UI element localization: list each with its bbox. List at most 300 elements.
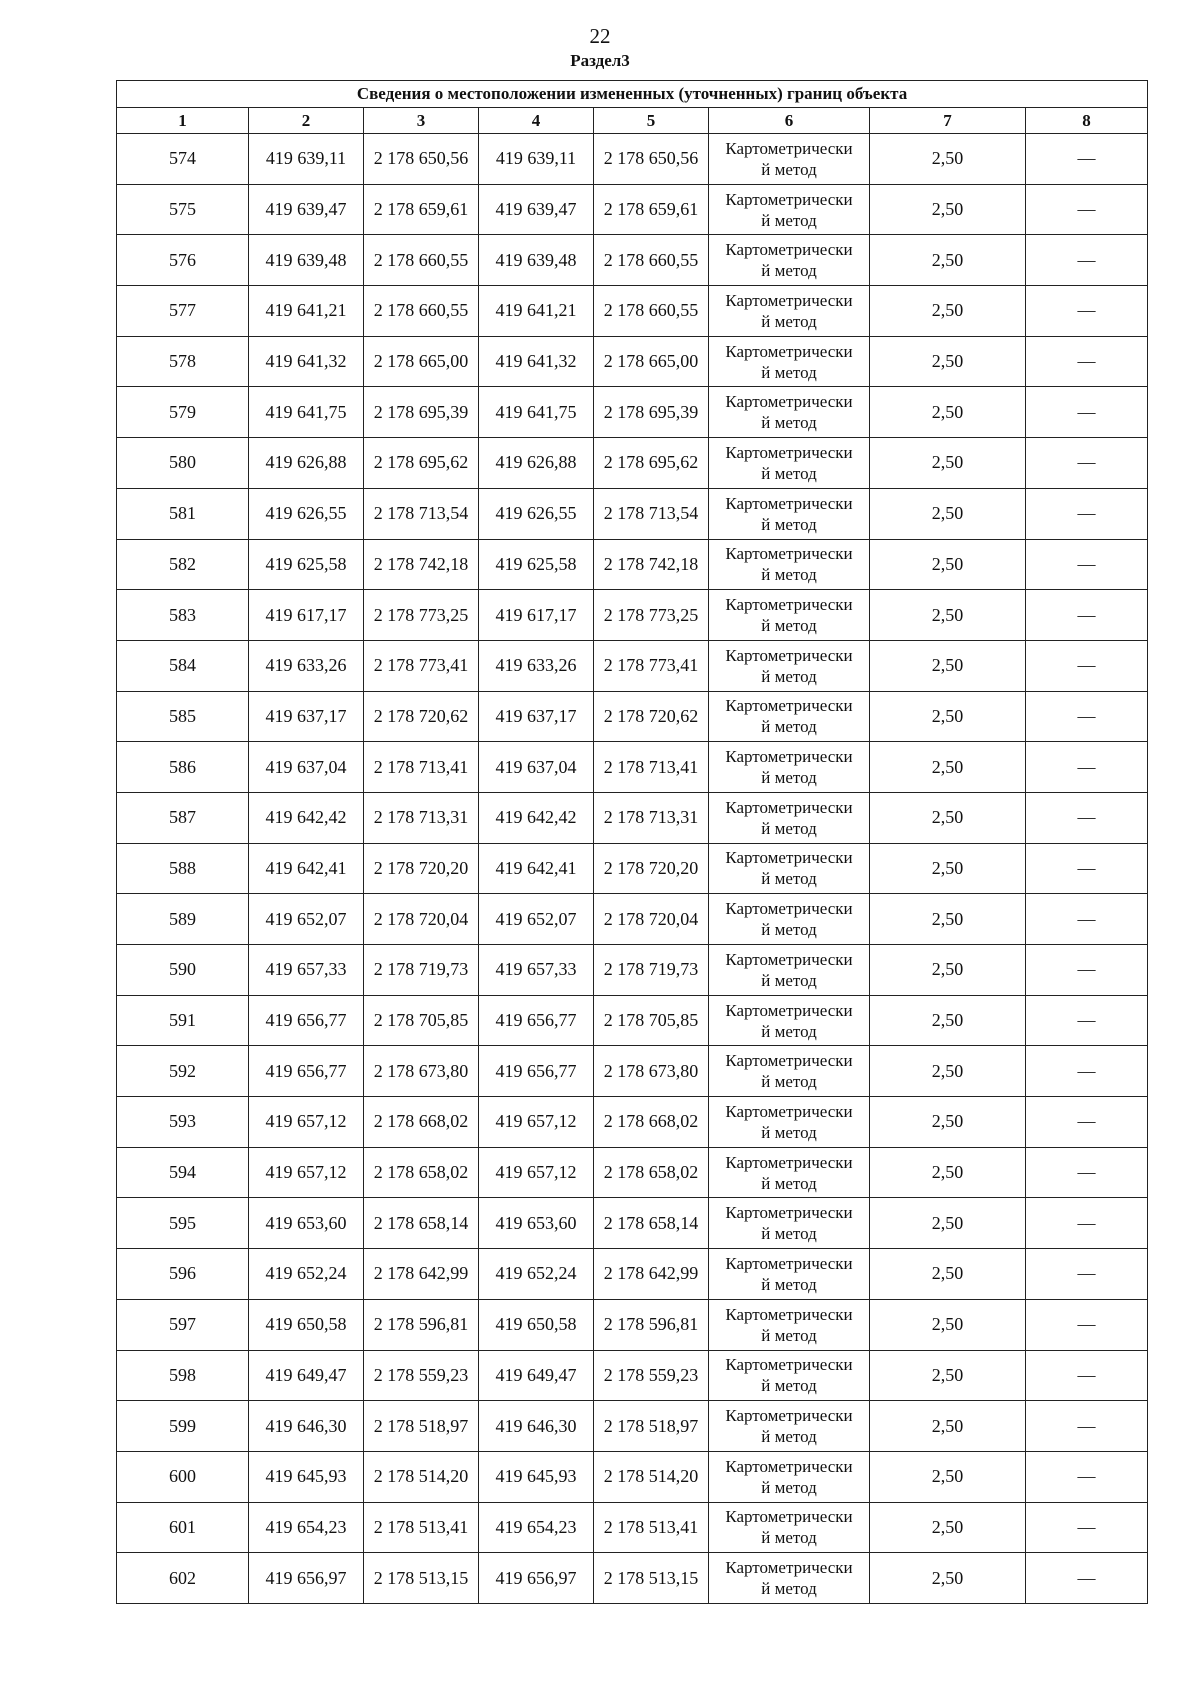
x-coordinate-cell: 419 637,04	[249, 742, 364, 793]
x-coordinate-refined-cell: 419 656,77	[479, 995, 594, 1046]
x-coordinate-cell: 419 641,32	[249, 336, 364, 387]
note-cell: —	[1026, 488, 1148, 539]
y-coordinate-refined-cell: 2 178 773,25	[594, 590, 709, 641]
x-coordinate-refined-cell: 419 657,33	[479, 945, 594, 996]
method-text-line: Картометрически	[725, 1355, 853, 1375]
method-text-line: Картометрически	[725, 595, 853, 615]
y-coordinate-cell: 2 178 658,02	[364, 1147, 479, 1198]
accuracy-cell: 2,50	[870, 590, 1026, 641]
x-coordinate-cell: 419 654,23	[249, 1502, 364, 1553]
y-coordinate-cell: 2 178 713,41	[364, 742, 479, 793]
x-coordinate-cell: 419 641,75	[249, 387, 364, 438]
point-number-cell: 598	[117, 1350, 249, 1401]
method-text-line: Картометрически	[725, 645, 853, 665]
note-cell: —	[1026, 1097, 1148, 1148]
method-text-line: й метод	[761, 768, 817, 788]
column-number: 2	[249, 108, 364, 134]
x-coordinate-cell: 419 657,33	[249, 945, 364, 996]
table-row	[117, 1097, 1148, 1148]
x-coordinate-cell: 419 645,93	[249, 1451, 364, 1502]
table-caption: Сведения о местоположении измененных (уточненных) границ объекта	[117, 81, 1148, 108]
y-coordinate-cell: 2 178 773,25	[364, 590, 479, 641]
y-coordinate-refined-cell: 2 178 513,15	[594, 1553, 709, 1604]
y-coordinate-refined-cell: 2 178 518,97	[594, 1401, 709, 1452]
section-title: Раздел3	[570, 51, 630, 70]
x-coordinate-refined-cell: 419 657,12	[479, 1097, 594, 1148]
method-text-line: Картометрически	[725, 493, 853, 513]
x-coordinate-cell: 419 649,47	[249, 1350, 364, 1401]
column-number: 1	[117, 108, 249, 134]
y-coordinate-refined-cell: 2 178 713,31	[594, 792, 709, 843]
determination-method-cell	[709, 894, 870, 945]
y-coordinate-cell: 2 178 513,41	[364, 1502, 479, 1553]
table-row	[117, 134, 1148, 185]
x-coordinate-refined-cell: 419 637,04	[479, 742, 594, 793]
y-coordinate-cell: 2 178 518,97	[364, 1401, 479, 1452]
x-coordinate-cell: 419 657,12	[249, 1147, 364, 1198]
x-coordinate-cell: 419 633,26	[249, 640, 364, 691]
y-coordinate-cell: 2 178 720,04	[364, 894, 479, 945]
accuracy-cell: 2,50	[870, 539, 1026, 590]
y-coordinate-refined-cell: 2 178 773,41	[594, 640, 709, 691]
y-coordinate-cell: 2 178 695,39	[364, 387, 479, 438]
determination-method-cell	[709, 1299, 870, 1350]
method-text-line: Картометрически	[725, 696, 853, 716]
x-coordinate-refined-cell: 419 650,58	[479, 1299, 594, 1350]
y-coordinate-cell: 2 178 720,62	[364, 691, 479, 742]
method-text-line: й метод	[761, 1021, 817, 1041]
method-text-line: й метод	[761, 1173, 817, 1193]
point-number-cell: 594	[117, 1147, 249, 1198]
accuracy-cell: 2,50	[870, 792, 1026, 843]
table-row	[117, 640, 1148, 691]
note-cell: —	[1026, 691, 1148, 742]
determination-method-cell	[709, 742, 870, 793]
table-row	[117, 1502, 1148, 1553]
determination-method-cell	[709, 691, 870, 742]
method-text-line: й метод	[761, 159, 817, 179]
method-text-line: й метод	[761, 1427, 817, 1447]
table-row	[117, 286, 1148, 337]
accuracy-cell: 2,50	[870, 843, 1026, 894]
method-text-line: Картометрически	[725, 1101, 853, 1121]
y-coordinate-cell: 2 178 660,55	[364, 235, 479, 286]
method-text-line: й метод	[761, 970, 817, 990]
method-text-line: й метод	[761, 1072, 817, 1092]
method-text-line: й метод	[761, 210, 817, 230]
method-text-line: Картометрически	[725, 899, 853, 919]
method-text-line: Картометрически	[725, 747, 853, 767]
method-text-line: й метод	[761, 818, 817, 838]
x-coordinate-refined-cell: 419 656,77	[479, 1046, 594, 1097]
method-text-line: й метод	[761, 261, 817, 281]
point-number-cell: 599	[117, 1401, 249, 1452]
note-cell: —	[1026, 1147, 1148, 1198]
method-text-line: Картометрически	[725, 341, 853, 361]
point-number-cell: 578	[117, 336, 249, 387]
column-number: 7	[870, 108, 1026, 134]
x-coordinate-cell: 419 626,55	[249, 488, 364, 539]
y-coordinate-cell: 2 178 705,85	[364, 995, 479, 1046]
method-text-line: й метод	[761, 311, 817, 331]
determination-method-cell	[709, 843, 870, 894]
method-text-line: й метод	[761, 463, 817, 483]
x-coordinate-cell: 419 657,12	[249, 1097, 364, 1148]
method-text-line: Картометрически	[725, 1406, 853, 1426]
table-row	[117, 336, 1148, 387]
table-row	[117, 387, 1148, 438]
x-coordinate-refined-cell: 419 633,26	[479, 640, 594, 691]
method-text-line: Картометрически	[725, 138, 853, 158]
x-coordinate-refined-cell: 419 642,42	[479, 792, 594, 843]
x-coordinate-refined-cell: 419 646,30	[479, 1401, 594, 1452]
x-coordinate-cell: 419 625,58	[249, 539, 364, 590]
accuracy-cell: 2,50	[870, 134, 1026, 185]
x-coordinate-refined-cell: 419 641,21	[479, 286, 594, 337]
x-coordinate-refined-cell: 419 649,47	[479, 1350, 594, 1401]
accuracy-cell: 2,50	[870, 1198, 1026, 1249]
note-cell: —	[1026, 945, 1148, 996]
table-row	[117, 438, 1148, 489]
determination-method-cell	[709, 995, 870, 1046]
y-coordinate-cell: 2 178 773,41	[364, 640, 479, 691]
x-coordinate-cell: 419 641,21	[249, 286, 364, 337]
table-row	[117, 590, 1148, 641]
y-coordinate-refined-cell: 2 178 713,54	[594, 488, 709, 539]
x-coordinate-refined-cell: 419 626,55	[479, 488, 594, 539]
x-coordinate-cell: 419 639,11	[249, 134, 364, 185]
y-coordinate-cell: 2 178 559,23	[364, 1350, 479, 1401]
note-cell: —	[1026, 286, 1148, 337]
x-coordinate-refined-cell: 419 641,32	[479, 336, 594, 387]
accuracy-cell: 2,50	[870, 286, 1026, 337]
determination-method-cell	[709, 1147, 870, 1198]
accuracy-cell: 2,50	[870, 387, 1026, 438]
table-row	[117, 1198, 1148, 1249]
method-text-line: й метод	[761, 1376, 817, 1396]
x-coordinate-cell: 419 650,58	[249, 1299, 364, 1350]
method-text-line: Картометрически	[725, 1558, 853, 1578]
point-number-cell: 596	[117, 1249, 249, 1300]
method-text-line: й метод	[761, 362, 817, 382]
point-number-cell: 600	[117, 1451, 249, 1502]
method-text-line: Картометрически	[725, 1304, 853, 1324]
column-number-row	[117, 108, 1148, 134]
note-cell: —	[1026, 1502, 1148, 1553]
note-cell: —	[1026, 1553, 1148, 1604]
y-coordinate-refined-cell: 2 178 720,04	[594, 894, 709, 945]
note-cell: —	[1026, 1046, 1148, 1097]
accuracy-cell: 2,50	[870, 640, 1026, 691]
method-text-line: Картометрически	[725, 1203, 853, 1223]
y-coordinate-refined-cell: 2 178 559,23	[594, 1350, 709, 1401]
table-row	[117, 1249, 1148, 1300]
method-text-line: й метод	[761, 1477, 817, 1497]
x-coordinate-cell: 419 652,07	[249, 894, 364, 945]
point-number-cell: 575	[117, 184, 249, 235]
determination-method-cell	[709, 590, 870, 641]
point-number-cell: 590	[117, 945, 249, 996]
table-row	[117, 539, 1148, 590]
accuracy-cell: 2,50	[870, 488, 1026, 539]
x-coordinate-refined-cell: 419 639,47	[479, 184, 594, 235]
x-coordinate-refined-cell: 419 645,93	[479, 1451, 594, 1502]
method-text-line: Картометрически	[725, 544, 853, 564]
y-coordinate-refined-cell: 2 178 642,99	[594, 1249, 709, 1300]
accuracy-cell: 2,50	[870, 438, 1026, 489]
table-row	[117, 691, 1148, 742]
boundary-coordinates-table	[116, 80, 1148, 1604]
y-coordinate-refined-cell: 2 178 658,02	[594, 1147, 709, 1198]
x-coordinate-cell: 419 637,17	[249, 691, 364, 742]
method-text-line: Картометрически	[725, 290, 853, 310]
method-text-line: Картометрически	[725, 442, 853, 462]
accuracy-cell: 2,50	[870, 691, 1026, 742]
table-row	[117, 995, 1148, 1046]
method-text-line: й метод	[761, 565, 817, 585]
point-number-cell: 597	[117, 1299, 249, 1350]
point-number-cell: 589	[117, 894, 249, 945]
column-number: 4	[479, 108, 594, 134]
y-coordinate-refined-cell: 2 178 659,61	[594, 184, 709, 235]
note-cell: —	[1026, 539, 1148, 590]
point-number-cell: 585	[117, 691, 249, 742]
point-number-cell: 577	[117, 286, 249, 337]
determination-method-cell	[709, 1097, 870, 1148]
x-coordinate-refined-cell: 419 637,17	[479, 691, 594, 742]
point-number-cell: 592	[117, 1046, 249, 1097]
y-coordinate-cell: 2 178 713,31	[364, 792, 479, 843]
x-coordinate-cell: 419 626,88	[249, 438, 364, 489]
accuracy-cell: 2,50	[870, 1350, 1026, 1401]
method-text-line: Картометрически	[725, 1051, 853, 1071]
column-number: 3	[364, 108, 479, 134]
x-coordinate-cell: 419 639,48	[249, 235, 364, 286]
y-coordinate-refined-cell: 2 178 514,20	[594, 1451, 709, 1502]
method-text-line: й метод	[761, 413, 817, 433]
table-row	[117, 742, 1148, 793]
method-text-line: Картометрически	[725, 189, 853, 209]
x-coordinate-cell: 419 639,47	[249, 184, 364, 235]
table-row	[117, 1401, 1148, 1452]
determination-method-cell	[709, 1451, 870, 1502]
y-coordinate-cell: 2 178 642,99	[364, 1249, 479, 1300]
point-number-cell: 584	[117, 640, 249, 691]
method-text-line: Картометрически	[725, 848, 853, 868]
table-body	[117, 134, 1148, 1604]
point-number-cell: 586	[117, 742, 249, 793]
method-text-line: Картометрически	[725, 949, 853, 969]
x-coordinate-refined-cell: 419 639,48	[479, 235, 594, 286]
point-number-cell: 580	[117, 438, 249, 489]
note-cell: —	[1026, 995, 1148, 1046]
x-coordinate-refined-cell: 419 642,41	[479, 843, 594, 894]
x-coordinate-refined-cell: 419 654,23	[479, 1502, 594, 1553]
method-text-line: Картометрически	[725, 1152, 853, 1172]
y-coordinate-refined-cell: 2 178 695,39	[594, 387, 709, 438]
table-row	[117, 235, 1148, 286]
method-text-line: й метод	[761, 1579, 817, 1599]
table-row	[117, 488, 1148, 539]
accuracy-cell: 2,50	[870, 1553, 1026, 1604]
method-text-line: й метод	[761, 514, 817, 534]
note-cell: —	[1026, 843, 1148, 894]
note-cell: —	[1026, 1451, 1148, 1502]
x-coordinate-cell: 419 646,30	[249, 1401, 364, 1452]
table-row	[117, 894, 1148, 945]
accuracy-cell: 2,50	[870, 235, 1026, 286]
y-coordinate-cell: 2 178 720,20	[364, 843, 479, 894]
accuracy-cell: 2,50	[870, 336, 1026, 387]
note-cell: —	[1026, 1401, 1148, 1452]
method-text-line: й метод	[761, 616, 817, 636]
point-number-cell: 602	[117, 1553, 249, 1604]
method-text-line: й метод	[761, 666, 817, 686]
y-coordinate-cell: 2 178 719,73	[364, 945, 479, 996]
determination-method-cell	[709, 945, 870, 996]
method-text-line: Картометрически	[725, 1000, 853, 1020]
note-cell: —	[1026, 134, 1148, 185]
y-coordinate-refined-cell: 2 178 695,62	[594, 438, 709, 489]
determination-method-cell	[709, 134, 870, 185]
x-coordinate-refined-cell: 419 641,75	[479, 387, 594, 438]
y-coordinate-cell: 2 178 695,62	[364, 438, 479, 489]
determination-method-cell	[709, 1198, 870, 1249]
determination-method-cell	[709, 1249, 870, 1300]
y-coordinate-refined-cell: 2 178 660,55	[594, 286, 709, 337]
y-coordinate-cell: 2 178 665,00	[364, 336, 479, 387]
x-coordinate-cell: 419 656,77	[249, 1046, 364, 1097]
determination-method-cell	[709, 539, 870, 590]
accuracy-cell: 2,50	[870, 1451, 1026, 1502]
y-coordinate-cell: 2 178 668,02	[364, 1097, 479, 1148]
method-text-line: й метод	[761, 1122, 817, 1142]
accuracy-cell: 2,50	[870, 184, 1026, 235]
note-cell: —	[1026, 640, 1148, 691]
table-row	[117, 945, 1148, 996]
note-cell: —	[1026, 1249, 1148, 1300]
x-coordinate-cell: 419 656,97	[249, 1553, 364, 1604]
method-text-line: й метод	[761, 1224, 817, 1244]
point-number-cell: 579	[117, 387, 249, 438]
determination-method-cell	[709, 488, 870, 539]
method-text-line: Картометрически	[725, 1456, 853, 1476]
x-coordinate-refined-cell: 419 657,12	[479, 1147, 594, 1198]
method-text-line: й метод	[761, 1274, 817, 1294]
determination-method-cell	[709, 640, 870, 691]
method-text-line: Картометрически	[725, 392, 853, 412]
x-coordinate-refined-cell: 419 625,58	[479, 539, 594, 590]
y-coordinate-cell: 2 178 660,55	[364, 286, 479, 337]
y-coordinate-refined-cell: 2 178 719,73	[594, 945, 709, 996]
determination-method-cell	[709, 1502, 870, 1553]
point-number-cell: 582	[117, 539, 249, 590]
y-coordinate-cell: 2 178 742,18	[364, 539, 479, 590]
accuracy-cell: 2,50	[870, 1147, 1026, 1198]
y-coordinate-refined-cell: 2 178 705,85	[594, 995, 709, 1046]
determination-method-cell	[709, 235, 870, 286]
y-coordinate-refined-cell: 2 178 742,18	[594, 539, 709, 590]
method-text-line: й метод	[761, 869, 817, 889]
point-number-cell: 595	[117, 1198, 249, 1249]
x-coordinate-cell: 419 652,24	[249, 1249, 364, 1300]
point-number-cell: 587	[117, 792, 249, 843]
note-cell: —	[1026, 336, 1148, 387]
y-coordinate-refined-cell: 2 178 668,02	[594, 1097, 709, 1148]
x-coordinate-cell: 419 653,60	[249, 1198, 364, 1249]
accuracy-cell: 2,50	[870, 945, 1026, 996]
point-number-cell: 593	[117, 1097, 249, 1148]
table-row	[117, 843, 1148, 894]
y-coordinate-refined-cell: 2 178 673,80	[594, 1046, 709, 1097]
column-number: 8	[1026, 108, 1148, 134]
accuracy-cell: 2,50	[870, 1249, 1026, 1300]
note-cell: —	[1026, 1299, 1148, 1350]
table-caption-row	[117, 81, 1148, 108]
y-coordinate-refined-cell: 2 178 720,62	[594, 691, 709, 742]
table-row	[117, 792, 1148, 843]
y-coordinate-refined-cell: 2 178 713,41	[594, 742, 709, 793]
determination-method-cell	[709, 1046, 870, 1097]
accuracy-cell: 2,50	[870, 1401, 1026, 1452]
y-coordinate-refined-cell: 2 178 658,14	[594, 1198, 709, 1249]
y-coordinate-cell: 2 178 596,81	[364, 1299, 479, 1350]
y-coordinate-refined-cell: 2 178 596,81	[594, 1299, 709, 1350]
x-coordinate-cell: 419 617,17	[249, 590, 364, 641]
method-text-line: Картометрически	[725, 1253, 853, 1273]
determination-method-cell	[709, 1350, 870, 1401]
y-coordinate-cell: 2 178 673,80	[364, 1046, 479, 1097]
y-coordinate-cell: 2 178 658,14	[364, 1198, 479, 1249]
accuracy-cell: 2,50	[870, 1502, 1026, 1553]
method-text-line: й метод	[761, 1325, 817, 1345]
table-row	[117, 1451, 1148, 1502]
x-coordinate-cell: 419 642,41	[249, 843, 364, 894]
note-cell: —	[1026, 894, 1148, 945]
method-text-line: й метод	[761, 717, 817, 737]
determination-method-cell	[709, 184, 870, 235]
y-coordinate-refined-cell: 2 178 650,56	[594, 134, 709, 185]
note-cell: —	[1026, 387, 1148, 438]
y-coordinate-cell: 2 178 713,54	[364, 488, 479, 539]
point-number-cell: 583	[117, 590, 249, 641]
note-cell: —	[1026, 1350, 1148, 1401]
y-coordinate-refined-cell: 2 178 720,20	[594, 843, 709, 894]
determination-method-cell	[709, 387, 870, 438]
point-number-cell: 601	[117, 1502, 249, 1553]
determination-method-cell	[709, 1553, 870, 1604]
accuracy-cell: 2,50	[870, 995, 1026, 1046]
determination-method-cell	[709, 792, 870, 843]
x-coordinate-refined-cell: 419 617,17	[479, 590, 594, 641]
page-number: 22	[589, 24, 611, 48]
accuracy-cell: 2,50	[870, 1299, 1026, 1350]
accuracy-cell: 2,50	[870, 894, 1026, 945]
method-text-line: й метод	[761, 920, 817, 940]
determination-method-cell	[709, 438, 870, 489]
accuracy-cell: 2,50	[870, 1097, 1026, 1148]
point-number-cell: 574	[117, 134, 249, 185]
point-number-cell: 588	[117, 843, 249, 894]
method-text-line: Картометрически	[725, 797, 853, 817]
note-cell: —	[1026, 184, 1148, 235]
x-coordinate-refined-cell: 419 639,11	[479, 134, 594, 185]
determination-method-cell	[709, 286, 870, 337]
point-number-cell: 591	[117, 995, 249, 1046]
method-text-line: Картометрически	[725, 1507, 853, 1527]
x-coordinate-refined-cell: 419 652,07	[479, 894, 594, 945]
note-cell: —	[1026, 742, 1148, 793]
